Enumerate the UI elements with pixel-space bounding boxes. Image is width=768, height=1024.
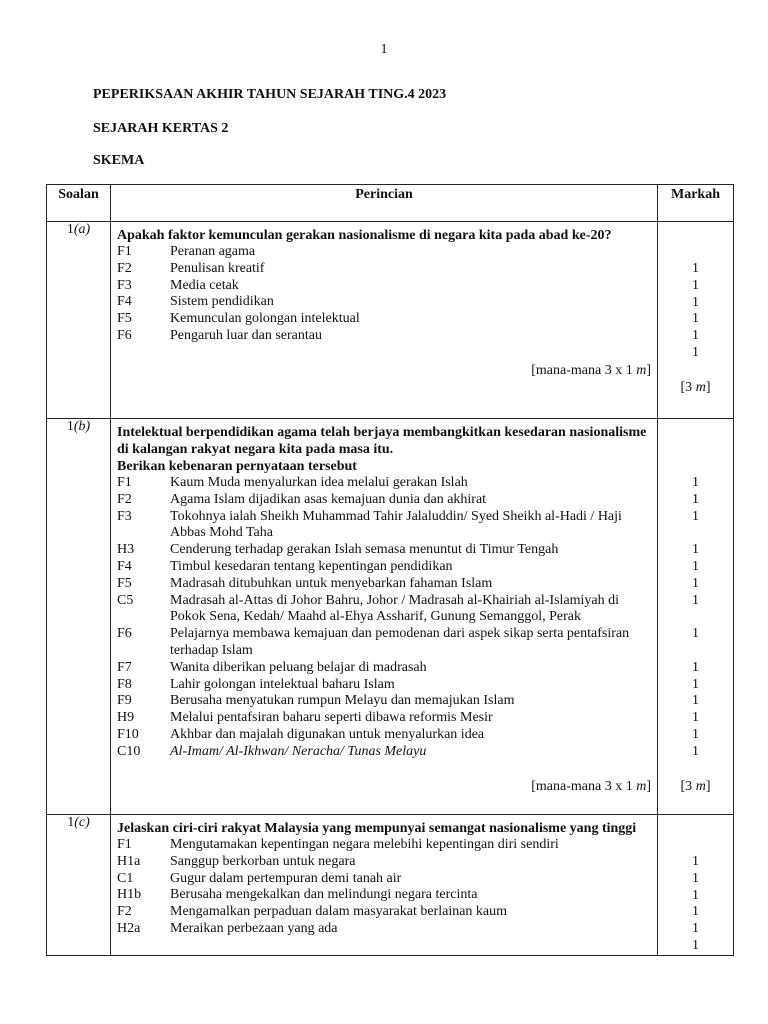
answer-text: Melalui pentafsiran baharu seperti dibawa reformis Mesir: [170, 710, 493, 726]
answer-mark: 1: [692, 294, 699, 310]
marks-cell: [658, 419, 734, 815]
answer-text: Berusaha menyatukan rumpun Melayu dan memajukan Islam: [170, 693, 515, 709]
marks-list: [658, 854, 733, 955]
answer-item: [111, 294, 657, 311]
marks-cell: [658, 815, 734, 956]
page-number: 1: [380, 42, 388, 57]
answer-code: C1: [117, 870, 134, 886]
answer-mark: 1: [692, 592, 699, 608]
question-details: [111, 222, 658, 419]
answer-text: Pelajarnya membawa kemajuan dan pemodenan dari aspek sikap serta pentafsiran terhadap Islam: [170, 626, 630, 658]
answer-code: F6: [117, 626, 132, 642]
answer-code: F3: [117, 277, 132, 293]
answer-mark: 1: [692, 887, 699, 903]
answer-text: Cenderung terhadap gerakan Islah semasa menuntut di Timur Tengah: [170, 542, 559, 558]
total-mark-unit: m: [695, 379, 706, 395]
question-part: (a): [73, 222, 91, 237]
answer-text: Kaum Muda menyalurkan idea melalui gerakan Islah: [170, 475, 468, 490]
answer-text: Tokohnya ialah Sheikh Muhammad Tahir Jalaluddin/ Syed Sheikh al-Hadi / Haji Abbas Mohd Taha: [170, 508, 622, 541]
question-row-1c: [47, 815, 734, 956]
total-note-suffix: ]: [646, 778, 651, 794]
total-note: [111, 362, 657, 379]
answer-text: Penulisan kreatif: [170, 260, 265, 276]
question-details: [111, 419, 658, 815]
table-header-row: [47, 185, 734, 222]
column-header-perincian: Perincian: [111, 185, 658, 222]
answer-code: F1: [117, 837, 132, 852]
marks-list: [658, 475, 733, 761]
answer-mark: 1: [692, 575, 699, 591]
answer-item: [111, 542, 657, 559]
answer-code: H1b: [117, 887, 142, 903]
answer-mark: 1: [692, 693, 699, 709]
column-header-markah: Markah: [658, 185, 734, 222]
question-part: (b): [73, 419, 91, 434]
answer-code: F5: [117, 575, 132, 591]
answer-item: [111, 854, 657, 871]
answer-mark: 1: [692, 542, 699, 558]
question-number: [47, 222, 111, 419]
question-number: [47, 419, 111, 815]
exam-title: PEPERIKSAAN AKHIR TAHUN SEJARAH TING.4 2023: [93, 87, 447, 102]
answer-code: C10: [117, 743, 141, 759]
answer-item: [111, 475, 657, 492]
answer-text: Timbul kesedaran tentang kepentingan pendidikan: [170, 558, 453, 574]
question-number-digit: 1: [67, 815, 75, 830]
answer-item: [111, 626, 657, 660]
answer-item: [111, 278, 657, 295]
answer-mark: 1: [692, 277, 699, 293]
question-text: Jelaskan ciri-ciri rakyat Malaysia yang mempunyai semangat nasionalisme yang tinggi: [117, 821, 637, 836]
total-note-unit: m: [636, 778, 647, 794]
answer-item: [111, 593, 657, 627]
total-mark-prefix: [3: [680, 379, 696, 395]
answer-code: C5: [117, 592, 134, 608]
answer-text: Madrasah al-Attas di Johor Bahru, Johor / Madrasah al-Khairiah al-Islamiyah di Pokok Sena, Kedah/ Maahd al-Ehya Assharif, Gunung Semanggol, Perak: [170, 592, 620, 625]
answer-mark: 1: [692, 870, 699, 886]
answer-text: Pengaruh luar dan serantau: [170, 327, 322, 343]
answer-code: F4: [117, 294, 132, 310]
answer-mark: 1: [692, 261, 699, 276]
answer-code: F4: [117, 558, 132, 574]
total-mark: [658, 379, 733, 396]
answer-text: Peranan agama: [170, 244, 256, 259]
answer-text: Agama Islam dijadikan asas kemajuan dunia dan akhirat: [170, 491, 487, 507]
answer-item: [111, 328, 657, 345]
answer-mark: 1: [692, 854, 699, 869]
answer-code: F9: [117, 693, 132, 709]
answer-text: Mengamalkan perpaduan dalam masyarakat berlainan kaum: [170, 904, 508, 920]
scheme-label: SKEMA: [93, 153, 145, 168]
answer-item: [111, 576, 657, 593]
answer-item: [111, 509, 657, 543]
answer-mark: 1: [692, 659, 699, 675]
question-row-1b: [47, 419, 734, 815]
answer-item: [111, 710, 657, 727]
answer-code: F8: [117, 676, 132, 692]
answer-mark: 1: [692, 743, 699, 759]
answer-text: Wanita diberikan peluang belajar di madrasah: [170, 659, 427, 675]
question-instruction: Berikan kebenaran pernyataan tersebut: [117, 459, 357, 474]
question-text: Intelektual berpendidikan agama telah berjaya membangkitkan kesedaran nasionalisme di kalangan rakyat negara kita pada masa itu.: [117, 425, 647, 457]
answer-text: Akhbar dan majalah digunakan untuk menyalurkan idea: [170, 726, 485, 742]
answer-text: Mengutamakan kepentingan negara melebihi kepentingan diri sendiri: [170, 837, 559, 852]
answer-code: H3: [117, 542, 135, 558]
total-note-suffix: ]: [646, 362, 651, 378]
answer-mark: 1: [692, 344, 699, 360]
question-number-digit: 1: [66, 222, 74, 237]
total-note: [111, 778, 657, 795]
question-row-1a: [47, 222, 734, 419]
answer-mark: 1: [692, 921, 699, 937]
question-details: [111, 815, 658, 956]
answer-text: Sistem pendidikan: [170, 294, 274, 310]
question-part: (c): [74, 815, 90, 830]
total-note-prefix: [mana-mana 3 x 1: [531, 778, 637, 794]
answer-text: Madrasah ditubuhkan untuk menyebarkan fahaman Islam: [170, 575, 493, 591]
answer-text: Kemunculan golongan intelektual: [170, 311, 360, 327]
answer-list: [111, 837, 657, 939]
answer-code: F3: [117, 508, 132, 524]
answer-code: F2: [117, 904, 132, 920]
answer-code: F10: [117, 726, 139, 742]
answer-code: H9: [117, 710, 135, 726]
marks-cell: [658, 222, 734, 419]
answer-mark: 1: [692, 626, 699, 642]
answer-text: Sanggup berkorban untuk negara: [170, 853, 356, 869]
answer-code: F1: [117, 475, 132, 490]
answer-mark: 1: [692, 904, 699, 920]
answer-item: [111, 311, 657, 328]
total-mark-unit: m: [695, 778, 706, 794]
answer-item: [111, 693, 657, 710]
answer-mark: 1: [692, 508, 699, 524]
answer-item: [111, 921, 657, 938]
answer-mark: 1: [692, 937, 699, 953]
answer-item: [111, 660, 657, 677]
answer-text: Lahir golongan intelektual baharu Islam: [170, 676, 395, 692]
answer-item: [111, 837, 657, 854]
answer-text: Media cetak: [170, 277, 239, 293]
column-header-soalan: Soalan: [47, 185, 111, 222]
answer-mark: 1: [692, 311, 699, 327]
paper-title: SEJARAH KERTAS 2: [93, 121, 229, 136]
answer-text: Al-Imam/ Al-Ikhwan/ Neracha/ Tunas Melayu: [170, 743, 427, 759]
total-mark-suffix: ]: [705, 379, 711, 395]
question-text: Apakah faktor kemunculan gerakan nasionalisme di negara kita pada abad ke-20?: [117, 228, 612, 243]
answer-code: H2a: [117, 920, 141, 936]
answer-text: Berusaha mengekalkan dan melindungi negara tercinta: [170, 887, 478, 903]
answer-item: [111, 244, 657, 261]
answer-text: Meraikan perbezaan yang ada: [170, 920, 338, 936]
answer-list: [111, 475, 657, 761]
answer-item: [111, 871, 657, 888]
answer-item: [111, 727, 657, 744]
answer-mark: 1: [692, 328, 699, 344]
answer-mark: 1: [692, 558, 699, 574]
total-mark: [658, 778, 733, 795]
total-note-prefix: [mana-mana 3 x 1: [531, 362, 637, 378]
total-mark-prefix: [3: [680, 778, 696, 794]
answer-item: [111, 904, 657, 921]
answer-code: F1: [117, 244, 132, 259]
answer-item: [111, 559, 657, 576]
answer-mark: 1: [692, 475, 699, 490]
marking-scheme-table: [46, 184, 734, 956]
total-note-unit: m: [636, 362, 647, 378]
answer-mark: 1: [692, 726, 699, 742]
answer-code: F2: [117, 260, 132, 276]
answer-list: [111, 244, 657, 345]
total-mark-suffix: ]: [705, 778, 711, 794]
answer-item: [111, 887, 657, 904]
answer-text: Gugur dalam pertempuran demi tanah air: [170, 870, 402, 886]
answer-code: F6: [117, 327, 132, 343]
answer-mark: 1: [692, 710, 699, 726]
answer-item: [111, 492, 657, 509]
question-number-digit: 1: [66, 419, 74, 434]
answer-code: F7: [117, 659, 132, 675]
answer-item: [111, 744, 657, 761]
answer-mark: 1: [692, 491, 699, 507]
answer-code: F2: [117, 491, 132, 507]
answer-code: H1a: [117, 853, 141, 869]
answer-mark: 1: [692, 676, 699, 692]
answer-item: [111, 261, 657, 278]
question-number: [47, 815, 111, 956]
answer-code: F5: [117, 311, 132, 327]
marks-list: [658, 261, 733, 362]
answer-item: [111, 677, 657, 694]
